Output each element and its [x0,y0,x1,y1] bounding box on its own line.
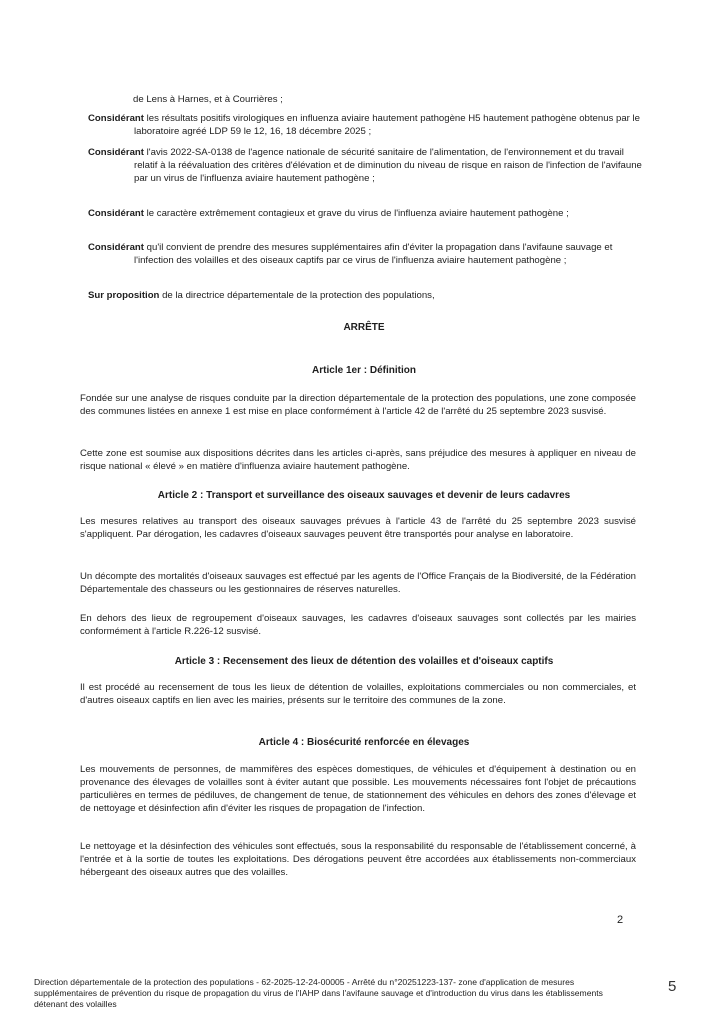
arrete-heading: ARRÊTE [343,322,385,333]
considerant-keyword: Considérant [88,113,144,124]
considerant-1 [88,112,648,138]
article-4-title: Article 4 : Biosécurité renforcée en élevages [258,737,470,748]
page-number: 2 [617,914,624,926]
article-1-paragraph-1: Fondée sur une analyse de risques conduite par la direction départementale de la protection des populations, une zone composée des communes listées en annexe 1 est mise en place conformément à l'article 42 de l'arrêté du 25 septembre 2023 susvisé. [80,393,636,417]
considerant-4 [88,241,648,267]
article-3-paragraph-1: Il est procédé au recensement de tous les lieux de détention de volailles, exploitations commerciales ou non commerciales, et d'autres oiseaux captifs en lien avec les mairies, présents sur le territoire des communes de la zone. [80,682,636,706]
considerant-text: les résultats positifs virologiques en influenza aviaire hautement pathogène H5 hautement pathogène obtenus par le laboratoire agréé LDP 59 le 12, 16, 18 décembre 2025 ; [134,113,640,137]
considerant-keyword: Considérant [88,208,144,219]
considerant-continuation: de Lens à Harnes, et à Courrières ; [133,94,283,105]
article-4-paragraph-1: Les mouvements de personnes, de mammifères des espèces domestiques, de véhicules et d'équipement à destination ou en provenance des élevages de volailles sont à éviter autant que possible. Les mouvements nécessaires font l'objet de précautions particulières en termes de pédiluves, de changement de tenue, de stationnement des véhicules en dehors des zones d'élevage et de nettoyage et désinfection afin d'éviter les risques de propagation de l'infection. [80,764,636,814]
article-2-paragraph-1: Les mesures relatives au transport des oiseaux sauvages prévues à l'article 43 de l'arrêté du 25 septembre 2023 susvisé s'appliquent. Par dérogation, les cadavres d'oiseaux sauvages peuvent être transportés pour analyse en laboratoire. [80,516,636,540]
considerant-keyword: Considérant [88,147,144,158]
article-2-title: Article 2 : Transport et surveillance des oiseaux sauvages et devenir de leurs cadavres [157,490,571,501]
considerant-text: l'avis 2022-SA-0138 de l'agence nationale de sécurité sanitaire de l'alimentation, de l'environnement et du travail relatif à la réévaluation des critères d'élévation et de diminution du niveau de risque en raison de l'infection de l'avifaune par un virus de l'influenza aviaire hautement pathogène ; [134,147,642,184]
considerant-2 [88,146,648,185]
sur-proposition [88,289,648,302]
footer-reference: Direction départementale de la protection des populations - 62-2025-12-24-00005 - Arrêté du n°20251223-137- zone d'application de mesures supplémentaires de prévention du risque de propagation du virus de l'IAHP dans l'avifaune sauvage et d'introduction du virus dans les établissements détenant des volailles [34,977,603,1009]
considerant-text: le caractère extrêmement contagieux et grave du virus de l'influenza aviaire hautement pathogène ; [146,208,569,219]
article-4-paragraph-2: Le nettoyage et la désinfection des véhicules sont effectués, sous la responsabilité du responsable de l'établissement concerné, à l'entrée et à la sortie de toutes les exploitations. Des dérogations peuvent être accordées aux établissements non-commerciaux hébergeant des oiseaux autres que des volailles. [80,841,636,878]
considerant-keyword: Considérant [88,242,144,253]
article-1-title: Article 1er : Définition [312,365,416,376]
article-1-paragraph-2: Cette zone est soumise aux dispositions décrites dans les articles ci-après, sans préjudice des mesures à appliquer en niveau de risque national « élevé » en matière d'influenza aviaire hautement pathogène. [80,448,636,472]
article-2-paragraph-2: Un décompte des mortalités d'oiseaux sauvages est effectué par les agents de l'Office Français de la Biodiversité, de la Fédération Départementale des chasseurs ou les gestionnaires de réserves naturelles. [80,571,636,595]
article-2-paragraph-3: En dehors des lieux de regroupement d'oiseaux sauvages, les cadavres d'oiseaux sauvages sont collectés par les mairies conformément à l'article R.226-12 susvisé. [80,613,636,637]
considerant-3 [88,207,648,220]
article-3-title: Article 3 : Recensement des lieux de détention des volailles et d'oiseaux captifs [174,656,554,667]
side-page-number: 5 [668,978,677,995]
sur-proposition-keyword: Sur proposition [88,290,160,301]
considerant-text: qu'il convient de prendre des mesures supplémentaires afin d'éviter la propagation dans l'avifaune sauvage et l'infection des volailles et des oiseaux captifs par ce virus de l'influenza aviaire hautement pathogène ; [134,242,613,266]
sur-proposition-text: de la directrice départementale de la protection des populations, [162,290,435,301]
